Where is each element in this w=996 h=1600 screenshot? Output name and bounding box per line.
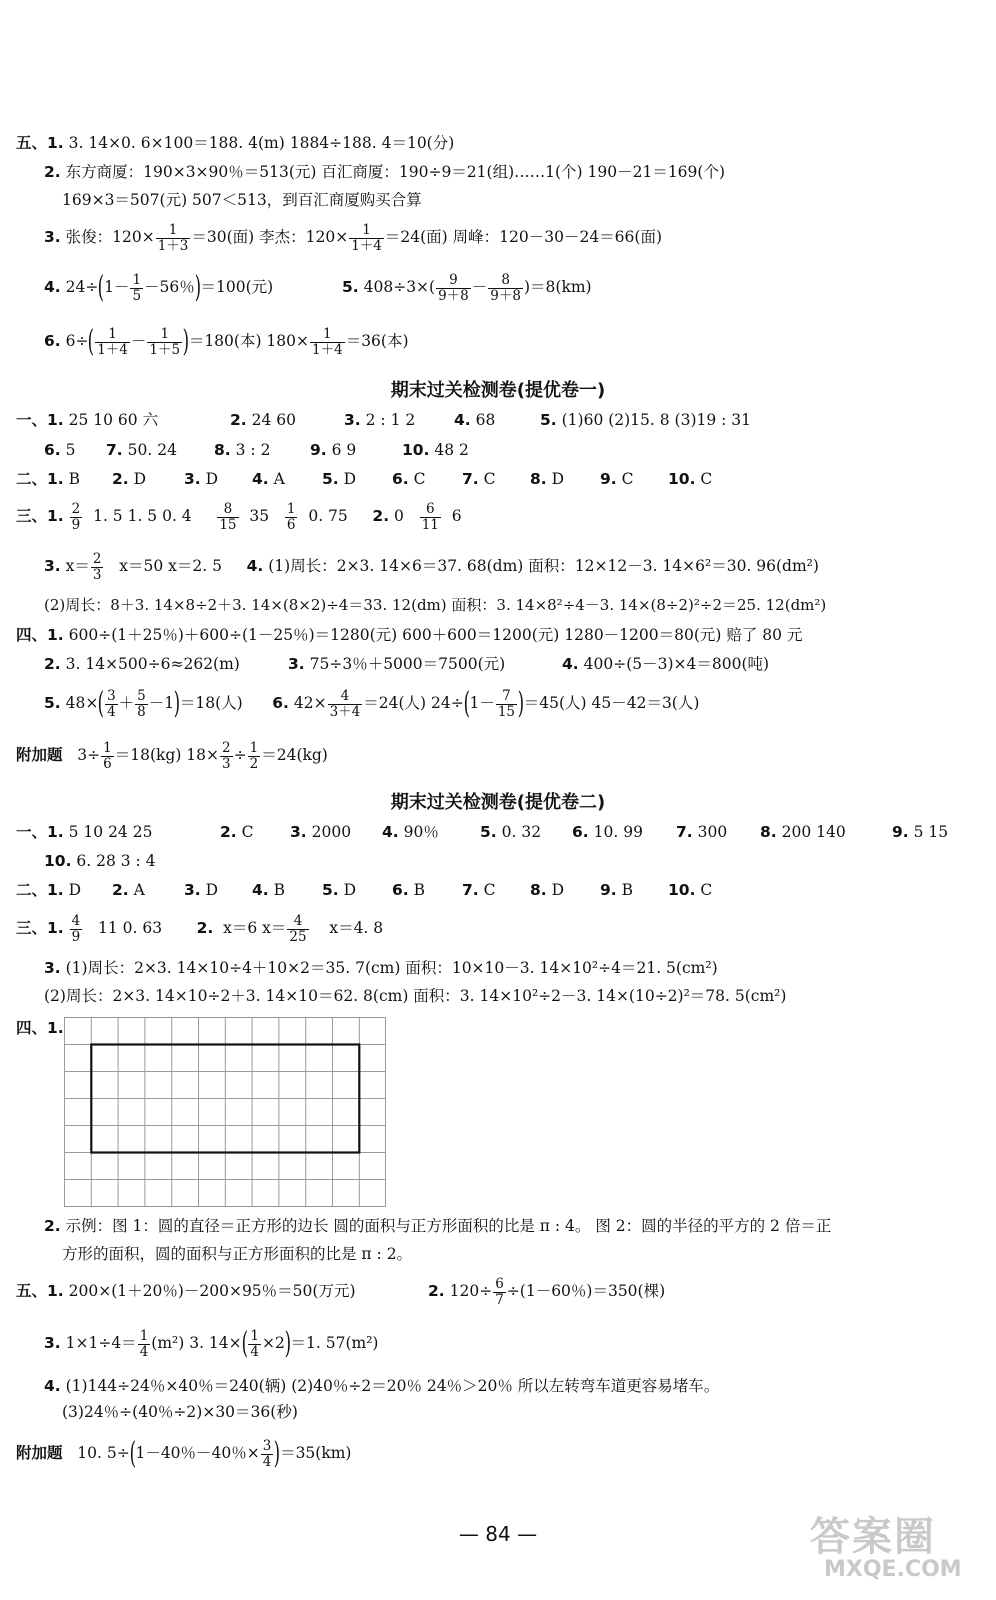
answer-line — [44, 851, 156, 871]
answer-line — [44, 162, 725, 182]
answer-text: 5 15 — [913, 823, 949, 841]
watermark-text: 答案圈 — [810, 1514, 936, 1560]
question-label: 3. — [184, 881, 201, 899]
fraction — [70, 914, 83, 945]
answer-text: －1 — [148, 694, 175, 712]
answer-line — [16, 736, 328, 774]
extra-question-label: 附加题 — [16, 746, 63, 764]
answer-text: C — [413, 470, 426, 488]
question-label: 一、1. — [16, 411, 64, 429]
numerator: 8 — [488, 273, 523, 289]
answer-line — [44, 547, 819, 585]
answer-line — [16, 497, 462, 535]
answer-text: 25 10 60 六 — [68, 411, 159, 429]
answer-text: 24 60 — [251, 411, 296, 429]
denominator: 3＋4 — [329, 703, 361, 720]
question-label: 5. — [480, 823, 497, 841]
answer-text: 24÷ — [65, 278, 99, 296]
answer-line — [16, 410, 752, 430]
fraction — [220, 741, 233, 772]
right-paren: ) — [173, 686, 181, 721]
answer-line — [44, 218, 662, 256]
answer-line — [44, 986, 786, 1006]
answer-text: ＝36(本) — [345, 332, 409, 350]
answer-text: 120÷ — [449, 1282, 493, 1300]
answer-text: 48 2 — [434, 441, 469, 459]
denominator: 3 — [222, 755, 231, 772]
question-label: 10. — [402, 441, 430, 459]
denominator: 1＋4 — [312, 341, 343, 358]
answer-text: C — [700, 470, 713, 488]
grid-drawing — [64, 1017, 388, 1207]
question-label: 7. — [676, 823, 693, 841]
right-paren: ) — [273, 1436, 281, 1471]
denominator: 6 — [103, 755, 112, 772]
answer-text: 6÷ — [65, 332, 89, 350]
fraction — [95, 327, 130, 358]
answer-text: B — [68, 470, 81, 488]
question-label: 2. — [372, 507, 390, 525]
answer-text: 35 — [249, 507, 270, 525]
right-paren: ) — [284, 1326, 291, 1361]
question-label: 4. — [382, 823, 399, 841]
question-label: 2. — [112, 881, 129, 899]
answer-text: 400÷(5－3)×4＝800(吨) — [583, 655, 770, 673]
answer-text: ÷(1－60％)＝350(棵) — [506, 1282, 666, 1300]
question-label: 5. — [540, 411, 557, 429]
numerator: 6 — [495, 1275, 504, 1292]
answer-text: 600÷(1＋25％)＋600÷(1－25％)＝1280(元) 600＋600＝1200(元) 1280－1200＝80(元) 赔了 80 元 — [68, 626, 803, 644]
answer-text: ＝30(面) 李杰：120× — [191, 228, 349, 246]
fraction — [496, 689, 517, 720]
fraction — [217, 502, 238, 533]
watermark-url: MXQE.COM — [824, 1557, 962, 1582]
denominator: 8 — [137, 703, 146, 720]
question-label: 四、1. — [16, 1019, 64, 1037]
answer-line — [44, 1216, 831, 1236]
denominator: 5 — [132, 287, 142, 304]
question-label: 8. — [760, 823, 777, 841]
question-label: 10. — [668, 881, 696, 899]
answer-text: 1×1÷4＝ — [65, 1334, 137, 1352]
numerator: 1 — [156, 223, 191, 239]
question-label: 2. — [428, 1282, 445, 1300]
answer-text: 5 10 24 25 — [68, 823, 153, 841]
question-label: 2. — [112, 470, 129, 488]
question-label: 2. — [44, 1217, 61, 1235]
right-paren: ) — [182, 324, 190, 359]
answer-text: 0 — [394, 507, 404, 525]
fraction — [91, 552, 104, 583]
watermark-logo — [806, 1505, 974, 1585]
answer-text: D — [343, 881, 357, 899]
left-paren: ( — [129, 1436, 136, 1471]
answer-text: A — [273, 470, 285, 488]
answer-text: 200 140 — [781, 823, 846, 841]
question-label: 3. — [44, 1334, 61, 1352]
answer-text: ＝1. 57(m²) — [290, 1334, 379, 1352]
question-label: 4. — [454, 411, 471, 429]
numerator: 2 — [222, 739, 231, 756]
answer-text: 方形的面积，圆的面积与正方形面积的比是 π : 2。 — [62, 1245, 413, 1263]
answer-line — [44, 595, 826, 615]
answer-text: (2)周长：2×3. 14×10÷2＋3. 14×10＝62. 8(cm) 面积：3. 14×10²÷2－3. 14×(10÷2)²＝78. 5(cm²) — [44, 987, 787, 1005]
answer-text: D — [205, 881, 219, 899]
numerator: 1 — [249, 739, 259, 756]
question-label: 2. — [196, 919, 214, 937]
answer-text: 0. 75 — [308, 507, 348, 525]
answer-text: 10. 99 — [593, 823, 643, 841]
answer-text: (3)24％÷(40％÷2)×30＝36(秒) — [62, 1403, 298, 1421]
left-paren: ( — [463, 686, 470, 721]
answer-line — [342, 268, 592, 306]
denominator: 9＋8 — [490, 287, 521, 304]
question-label: 3. — [184, 470, 201, 488]
answer-line — [16, 469, 756, 489]
answer-text: 50. 24 — [127, 441, 177, 459]
question-label: 7. — [462, 881, 479, 899]
question-label: 3. — [288, 655, 305, 673]
fraction — [135, 689, 148, 720]
question-label: 5. — [322, 470, 339, 488]
fraction — [147, 327, 182, 358]
answer-text: － — [130, 332, 147, 350]
answer-text: x＝6 x＝ — [223, 919, 287, 937]
answer-text: ＝18(人) — [179, 694, 243, 712]
answer-text: (2)周长：8＋3. 14×8÷2＋3. 14×(8×2)÷4＝33. 12(dm) 面积：3. 14×8²÷4－3. 14×(8÷2)²÷2＝25. 12(dm²) — [44, 596, 827, 614]
answer-text: 10. 5÷ — [77, 1444, 130, 1462]
answer-text: (1)60 (2)15. 8 (3)19 : 31 — [561, 411, 752, 429]
answer-text: D — [343, 470, 357, 488]
question-label: 五、1. — [16, 134, 64, 152]
question-label: 4. — [44, 1377, 61, 1395]
denominator: 4 — [250, 1343, 259, 1360]
left-paren: ( — [88, 324, 95, 359]
fraction — [261, 1439, 274, 1470]
answer-line — [62, 190, 422, 210]
answer-text: 11 0. 63 — [98, 919, 163, 937]
answer-text: 3. 14×0. 6×100＝188. 4(m) 1884÷188. 4＝10(分) — [68, 134, 455, 152]
denominator: 9＋8 — [438, 287, 469, 304]
answer-text: C — [621, 470, 634, 488]
answer-text: 0. 32 — [501, 823, 542, 841]
answer-text: B — [273, 881, 286, 899]
question-label: 三、1. — [16, 507, 64, 525]
numerator: 8 — [217, 502, 238, 518]
page-number: — 84 — — [458, 1522, 538, 1546]
right-paren: ) — [517, 686, 525, 721]
denominator: 9 — [71, 928, 81, 945]
answer-line — [16, 1018, 64, 1038]
answer-line — [44, 684, 699, 722]
answer-text: )＝8(km) — [523, 278, 592, 296]
fraction — [248, 741, 261, 772]
extra-question-label: 附加题 — [16, 1444, 63, 1462]
answer-text: ＝24(人) 24÷ — [363, 694, 464, 712]
question-label: 3. — [44, 228, 61, 246]
question-label: 3. — [344, 411, 361, 429]
fraction — [420, 502, 441, 533]
section-title: 期末过关检测卷(提优卷一) — [390, 380, 606, 401]
question-label: 6. — [44, 332, 61, 350]
question-label: 8. — [530, 470, 547, 488]
answer-text: 300 — [697, 823, 728, 841]
question-label: 6. — [272, 694, 289, 712]
question-label: 5. — [342, 278, 359, 296]
question-label: 4. — [246, 557, 264, 575]
question-label: 3. — [44, 557, 61, 575]
answer-text: － — [471, 278, 488, 296]
numerator: 1 — [250, 1327, 259, 1344]
numerator: 2 — [92, 550, 102, 567]
answer-text: 张俊：120× — [65, 228, 155, 246]
answer-line — [44, 654, 770, 674]
question-label: 3. — [44, 959, 61, 977]
denominator: 4 — [139, 1343, 149, 1360]
answer-text: x＝50 x＝2. 5 — [119, 557, 222, 575]
question-label: 2. — [230, 411, 247, 429]
fraction — [156, 223, 191, 254]
answer-text: 1－ — [104, 278, 130, 296]
fraction — [349, 223, 384, 254]
fraction — [493, 1277, 506, 1308]
answer-text: ×2 — [261, 1334, 285, 1352]
answer-text: B — [621, 881, 634, 899]
question-label: 2. — [220, 823, 237, 841]
answer-text: 东方商厦：190×3×90％＝513(元) 百汇商厦：190÷9＝21(组)……1(个) 190－21＝169(个) — [65, 163, 725, 181]
question-label: 五、1. — [16, 1282, 64, 1300]
fraction — [287, 914, 308, 945]
numerator: 6 — [420, 502, 441, 518]
answer-text: 408÷3×( — [363, 278, 436, 296]
answer-text: C — [700, 881, 713, 899]
denominator: 11 — [421, 516, 439, 533]
question-label: 5. — [322, 881, 339, 899]
answer-text: 3. 14×500÷6≈262(m) — [65, 655, 240, 673]
fraction — [101, 741, 114, 772]
answer-text: ＝18(kg) 18× — [114, 746, 220, 764]
question-label: 4. — [562, 655, 579, 673]
answer-text: (1)144÷24％×40％＝240(辆) (2)40％÷2＝20％ 24％＞20％ 所以左转弯车道更容易堵车。 — [65, 1377, 720, 1395]
question-label: 二、1. — [16, 881, 64, 899]
question-label: 5. — [44, 694, 61, 712]
answer-text: 200×(1＋20％)－200×95％＝50(万元) — [68, 1282, 356, 1300]
numerator: 1 — [310, 327, 345, 343]
question-label: 8. — [214, 441, 231, 459]
left-paren: ( — [97, 270, 105, 305]
fraction — [248, 1329, 261, 1360]
question-label: 4. — [252, 470, 269, 488]
question-label: 3. — [290, 823, 307, 841]
numerator: 4 — [71, 912, 81, 929]
numerator: 4 — [328, 689, 363, 705]
answer-line — [44, 268, 273, 306]
question-label: 2. — [44, 655, 61, 673]
fraction — [70, 502, 83, 533]
section-title: 期末过关检测卷(提优卷二) — [390, 792, 606, 813]
answer-line — [16, 133, 454, 153]
answer-text: D — [133, 470, 147, 488]
question-label: 9. — [600, 881, 617, 899]
answer-text: C — [483, 881, 496, 899]
answer-line — [16, 1434, 351, 1472]
question-label: 6. — [392, 470, 409, 488]
question-label: 6. — [44, 441, 61, 459]
answer-text: 6 — [451, 507, 462, 525]
answer-text: 6 9 — [331, 441, 357, 459]
denominator: 1＋3 — [157, 237, 189, 254]
fraction — [285, 502, 298, 533]
answer-line — [44, 958, 718, 978]
fraction — [138, 1329, 151, 1360]
answer-text: ÷ — [233, 746, 247, 764]
answer-text: C — [483, 470, 496, 488]
question-label: 9. — [600, 470, 617, 488]
answer-text: 6. 28 3 : 4 — [76, 852, 156, 870]
answer-text: 1－ — [469, 694, 495, 712]
answer-text: ＝24(kg) — [261, 746, 328, 764]
answer-text: 3 : 2 — [235, 441, 271, 459]
answer-line — [16, 822, 976, 842]
numerator: 1 — [103, 739, 112, 756]
denominator: 1＋4 — [351, 237, 382, 254]
left-paren: ( — [241, 1326, 248, 1361]
answer-text: 169×3＝507(元) 507＜513，到百汇商厦购买合算 — [62, 191, 422, 209]
numerator: 1 — [139, 1327, 149, 1344]
answer-line — [16, 880, 756, 900]
right-paren: ) — [194, 270, 201, 305]
answer-text: ＝45(人) 45－42＝3(人) — [523, 694, 700, 712]
numerator: 1 — [349, 223, 384, 239]
answer-text: A — [133, 881, 145, 899]
question-label: 4. — [44, 278, 61, 296]
numerator: 4 — [287, 914, 308, 930]
answer-text: x＝ — [65, 557, 90, 575]
question-label: 四、1. — [16, 626, 64, 644]
numerator: 3 — [107, 687, 116, 704]
answer-line — [16, 909, 383, 947]
answer-text: ＝180(本) 180× — [188, 332, 309, 350]
answer-text: 3÷ — [77, 746, 101, 764]
numerator: 2 — [71, 500, 81, 517]
question-label: 4. — [252, 881, 269, 899]
answer-text: D — [551, 881, 565, 899]
question-label: 8. — [530, 881, 547, 899]
answer-text: 1－40％－40％× — [135, 1444, 260, 1462]
denominator: 4 — [107, 703, 116, 720]
answer-line — [16, 1272, 666, 1310]
fraction — [130, 273, 143, 304]
numerator: 1 — [147, 327, 182, 343]
question-label: 10. — [44, 852, 72, 870]
question-label: 一、1. — [16, 823, 64, 841]
answer-text: D — [205, 470, 219, 488]
left-paren: ( — [97, 686, 105, 721]
denominator: 15 — [219, 516, 237, 533]
numerator: 5 — [137, 687, 146, 704]
numerator: 1 — [286, 500, 296, 517]
answer-text: (m²) 3. 14× — [151, 1334, 242, 1352]
fraction — [488, 273, 523, 304]
answer-line — [62, 1402, 298, 1422]
numerator: 9 — [436, 273, 471, 289]
answer-text: x＝4. 8 — [329, 919, 384, 937]
denominator: 3 — [92, 566, 102, 583]
denominator: 2 — [249, 755, 259, 772]
numerator: 3 — [262, 1437, 272, 1454]
question-label: 2. — [44, 163, 61, 181]
answer-text: B — [413, 881, 426, 899]
answer-text: 48× — [65, 694, 99, 712]
question-label: 9. — [310, 441, 327, 459]
denominator: 9 — [71, 516, 81, 533]
denominator: 1＋4 — [97, 341, 128, 358]
answer-text: (1)周长：2×3. 14×6＝37. 68(dm) 面积：12×12－3. 14×6²＝30. 96(dm²) — [268, 557, 819, 575]
answer-text: 2000 — [311, 823, 352, 841]
question-label: 三、1. — [16, 919, 64, 937]
answer-text: ＋ — [118, 694, 135, 712]
denominator: 7 — [495, 1291, 504, 1308]
answer-text: D — [551, 470, 565, 488]
question-label: 6. — [392, 881, 409, 899]
answer-text: ＝35(km) — [280, 1444, 352, 1462]
answer-text: 5 — [65, 441, 76, 459]
answer-text: D — [68, 881, 82, 899]
fraction — [328, 689, 363, 720]
denominator: 15 — [497, 703, 516, 720]
question-label: 二、1. — [16, 470, 64, 488]
denominator: 6 — [286, 516, 296, 533]
numerator: 1 — [95, 327, 130, 343]
denominator: 1＋5 — [149, 341, 181, 358]
numerator: 7 — [496, 689, 517, 705]
answer-line — [44, 1324, 378, 1362]
denominator: 4 — [262, 1453, 272, 1470]
answer-text: 1. 5 1. 5 0. 4 — [93, 507, 192, 525]
answer-text: ＝100(元) — [200, 278, 274, 296]
answer-text: 90％ — [403, 823, 439, 841]
answer-text: 75÷3％＋5000＝7500(元) — [309, 655, 506, 673]
fraction — [310, 327, 345, 358]
question-label: 9. — [892, 823, 909, 841]
question-label: 7. — [462, 470, 479, 488]
answer-text: 42× — [293, 694, 327, 712]
answer-line — [16, 625, 802, 645]
denominator: 25 — [289, 928, 307, 945]
answer-line — [62, 1244, 412, 1264]
answer-text: 2 : 1 2 — [365, 411, 416, 429]
answer-text: C — [241, 823, 254, 841]
numerator: 1 — [132, 271, 142, 288]
question-label: 7. — [106, 441, 123, 459]
answer-text: －56％ — [144, 278, 195, 296]
answer-text: ＝24(面) 周峰：120－30－24＝66(面) — [384, 228, 662, 246]
fraction — [105, 689, 118, 720]
answer-line — [44, 1376, 719, 1396]
answer-text: 示例：图 1：圆的直径＝正方形的边长 圆的面积与正方形面积的比是 π : 4。 图 2：圆的半径的平方的 2 倍＝正 — [65, 1217, 832, 1235]
answer-line — [44, 322, 409, 360]
question-label: 10. — [668, 470, 696, 488]
fraction — [436, 273, 471, 304]
answer-text: 68 — [475, 411, 496, 429]
answer-text: (1)周长：2×3. 14×10÷4＋10×2＝35. 7(cm) 面积：10×10－3. 14×10²÷4＝21. 5(cm²) — [65, 959, 718, 977]
question-label: 6. — [572, 823, 589, 841]
